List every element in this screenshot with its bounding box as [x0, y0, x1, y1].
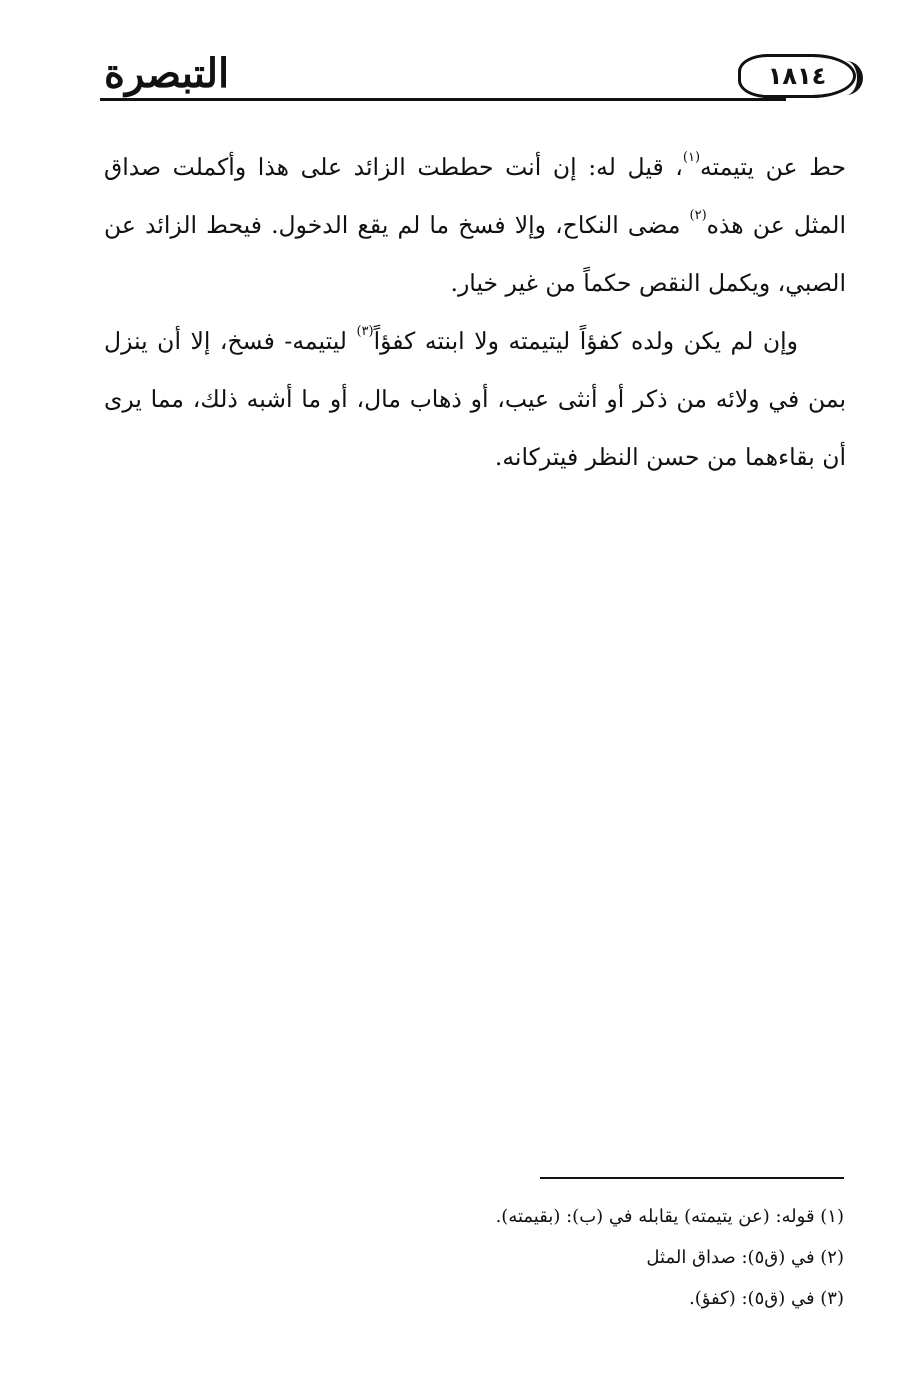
- paragraph-1: [104, 138, 846, 312]
- page-number: ١٨١٤: [767, 62, 827, 90]
- footnotes: [104, 1196, 844, 1319]
- header-rule: [100, 98, 786, 101]
- paragraph-text: ليتيمه- فسخ، إلا أن ينزل بمن في ولائه من ذكر أو أنثى عيب، أو ذهاب مال، أو ما أشبه ذلك، مما يرى أن بقاءهما من حسن النظر فيتركانه.: [104, 327, 846, 471]
- footnote-1: (١) قوله: (عن يتيمته) يقابله في (ب): (بقيمته).: [495, 1206, 844, 1227]
- paragraph-text: وإن لم يكن ولده كفؤاً ليتيمته ولا ابنته كفؤاً: [373, 327, 798, 355]
- paragraph-text: حط عن يتيمته: [700, 153, 847, 181]
- paragraph-text: ، قيل له: إن أنت حططت الزائد على هذا وأكملت صداق المثل عن هذه: [104, 153, 846, 239]
- page-header: [100, 48, 856, 108]
- footnote-ref-2[interactable]: (٢): [689, 208, 707, 223]
- paragraph-text: مضى النكاح، وإلا فسخ ما لم يقع الدخول. فيحط الزائد عن الصبي، ويكمل النقص حكماً من غير خيار.: [104, 211, 846, 297]
- footnote-3: (٣) في (ق٥): (كفؤ).: [689, 1288, 844, 1309]
- book-title: التبصرة: [104, 50, 230, 97]
- main-text: [104, 138, 846, 486]
- footnote-2: (٢) في (ق٥): صداق المثل: [646, 1247, 844, 1268]
- footnote-separator: [540, 1177, 844, 1179]
- footnote-ref-1[interactable]: (١): [682, 150, 701, 165]
- footnote-ref-3[interactable]: (٣): [356, 324, 374, 339]
- paragraph-2: [104, 312, 846, 486]
- page-number-badge: [738, 54, 856, 98]
